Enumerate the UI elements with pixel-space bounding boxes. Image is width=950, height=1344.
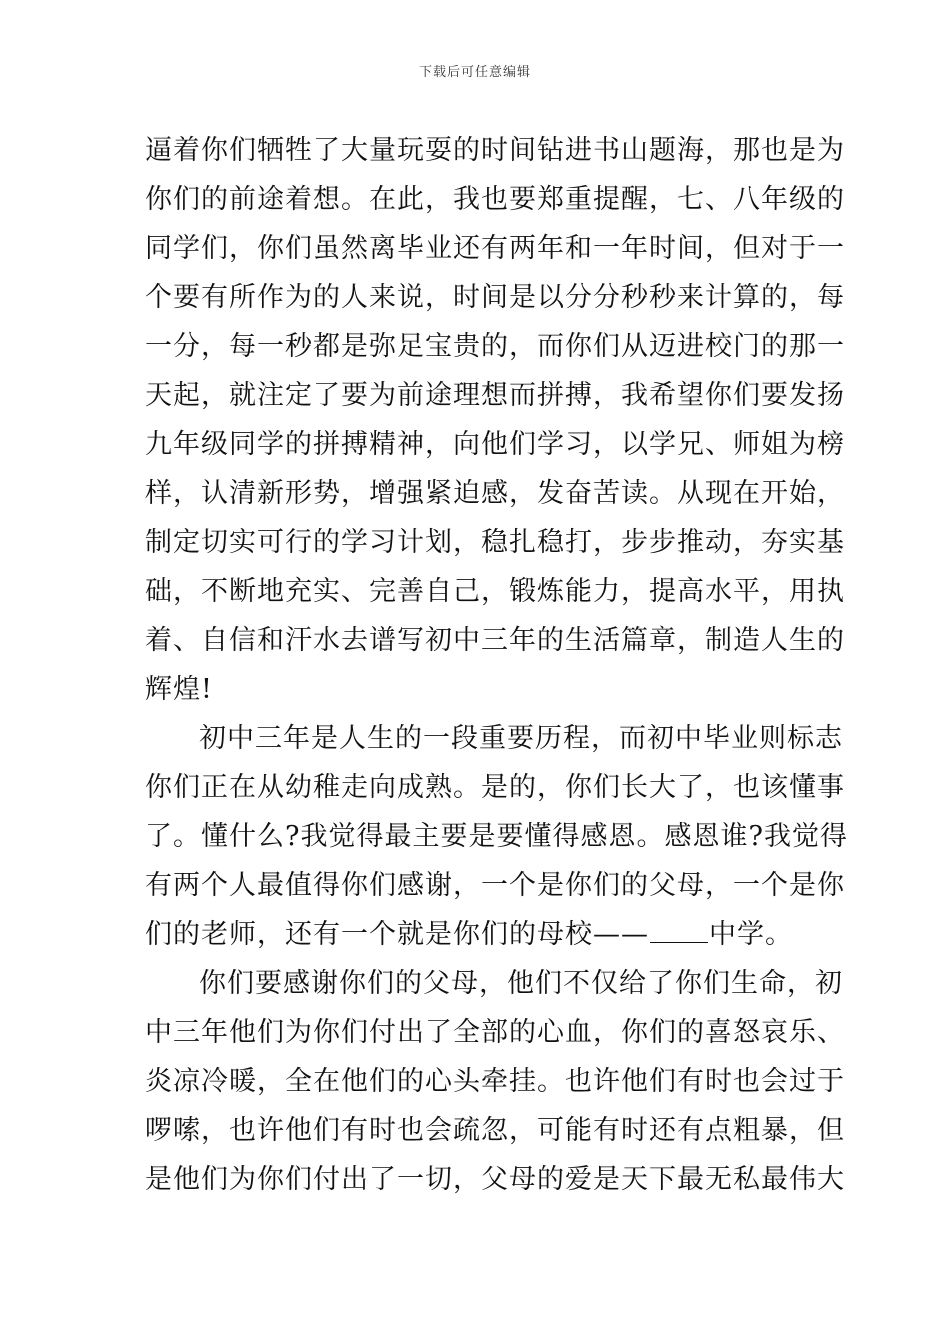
text-line: 同学们，你们虽然离毕业还有两年和一年时间，但对于一 [145, 233, 845, 264]
text-line: 逼着你们牺牲了大量玩耍的时间钻进书山题海，那也是为 [145, 135, 845, 166]
text-line: 有两个人最值得你们感谢，一个是你们的父母，一个是你 [145, 870, 845, 901]
text-line: 你们的前途着想。在此，我也要郑重提醒，七、八年级的 [145, 184, 845, 215]
text-line: 础，不断地充实、完善自己，锻炼能力，提高水平，用执 [145, 576, 845, 607]
text-line: 样，认清新形势，增强紧迫感，发奋苦读。从现在开始， [145, 478, 845, 509]
text-line-indented: 初中三年是人生的一段重要历程，而初中毕业则标志 [199, 723, 843, 754]
text-line: 制定切实可行的学习计划，稳扎稳打，步步推动，夯实基 [145, 527, 845, 558]
text-line: 是他们为你们付出了一切，父母的爱是天下最无私最伟大 [145, 1164, 845, 1195]
text-line: 啰嗦，也许他们有时也会疏忽，可能有时还有点粗暴，但 [145, 1115, 845, 1146]
text-before-blank: 们的老师，还有一个就是你们的母校—— [145, 919, 649, 950]
text-line: 了。懂什么?我觉得最主要是要懂得感恩。感恩谁?我觉得 [145, 821, 848, 852]
fill-in-blank [650, 914, 708, 943]
text-after-blank: 中学。 [709, 919, 793, 950]
document-body [145, 126, 848, 1204]
text-line-with-blank [145, 910, 807, 959]
text-line: 着、自信和汗水去谱写初中三年的生活篇章，制造人生的 [145, 625, 845, 656]
page-header-note: 下载后可任意编辑 [418, 65, 531, 80]
text-line: 九年级同学的拼搏精神，向他们学习，以学兄、师姐为榜 [145, 429, 845, 460]
text-line: 你们正在从幼稚走向成熟。是的，你们长大了，也该懂事 [145, 772, 845, 803]
text-line: 一分，每一秒都是弥足宝贵的，而你们从迈进校门的那一 [145, 331, 845, 362]
text-line: 炎凉冷暖，全在他们的心头牵挂。也许他们有时也会过于 [145, 1066, 845, 1097]
text-line: 个要有所作为的人来说，时间是以分分秒秒来计算的，每 [145, 282, 845, 313]
text-line: 辉煌! [145, 674, 213, 705]
text-line: 天起，就注定了要为前途理想而拼搏，我希望你们要发扬 [145, 380, 845, 411]
text-line-indented: 你们要感谢你们的父母，他们不仅给了你们生命，初 [199, 968, 843, 999]
text-line: 中三年他们为你们付出了全部的心血，你们的喜怒哀乐、 [145, 1017, 845, 1048]
